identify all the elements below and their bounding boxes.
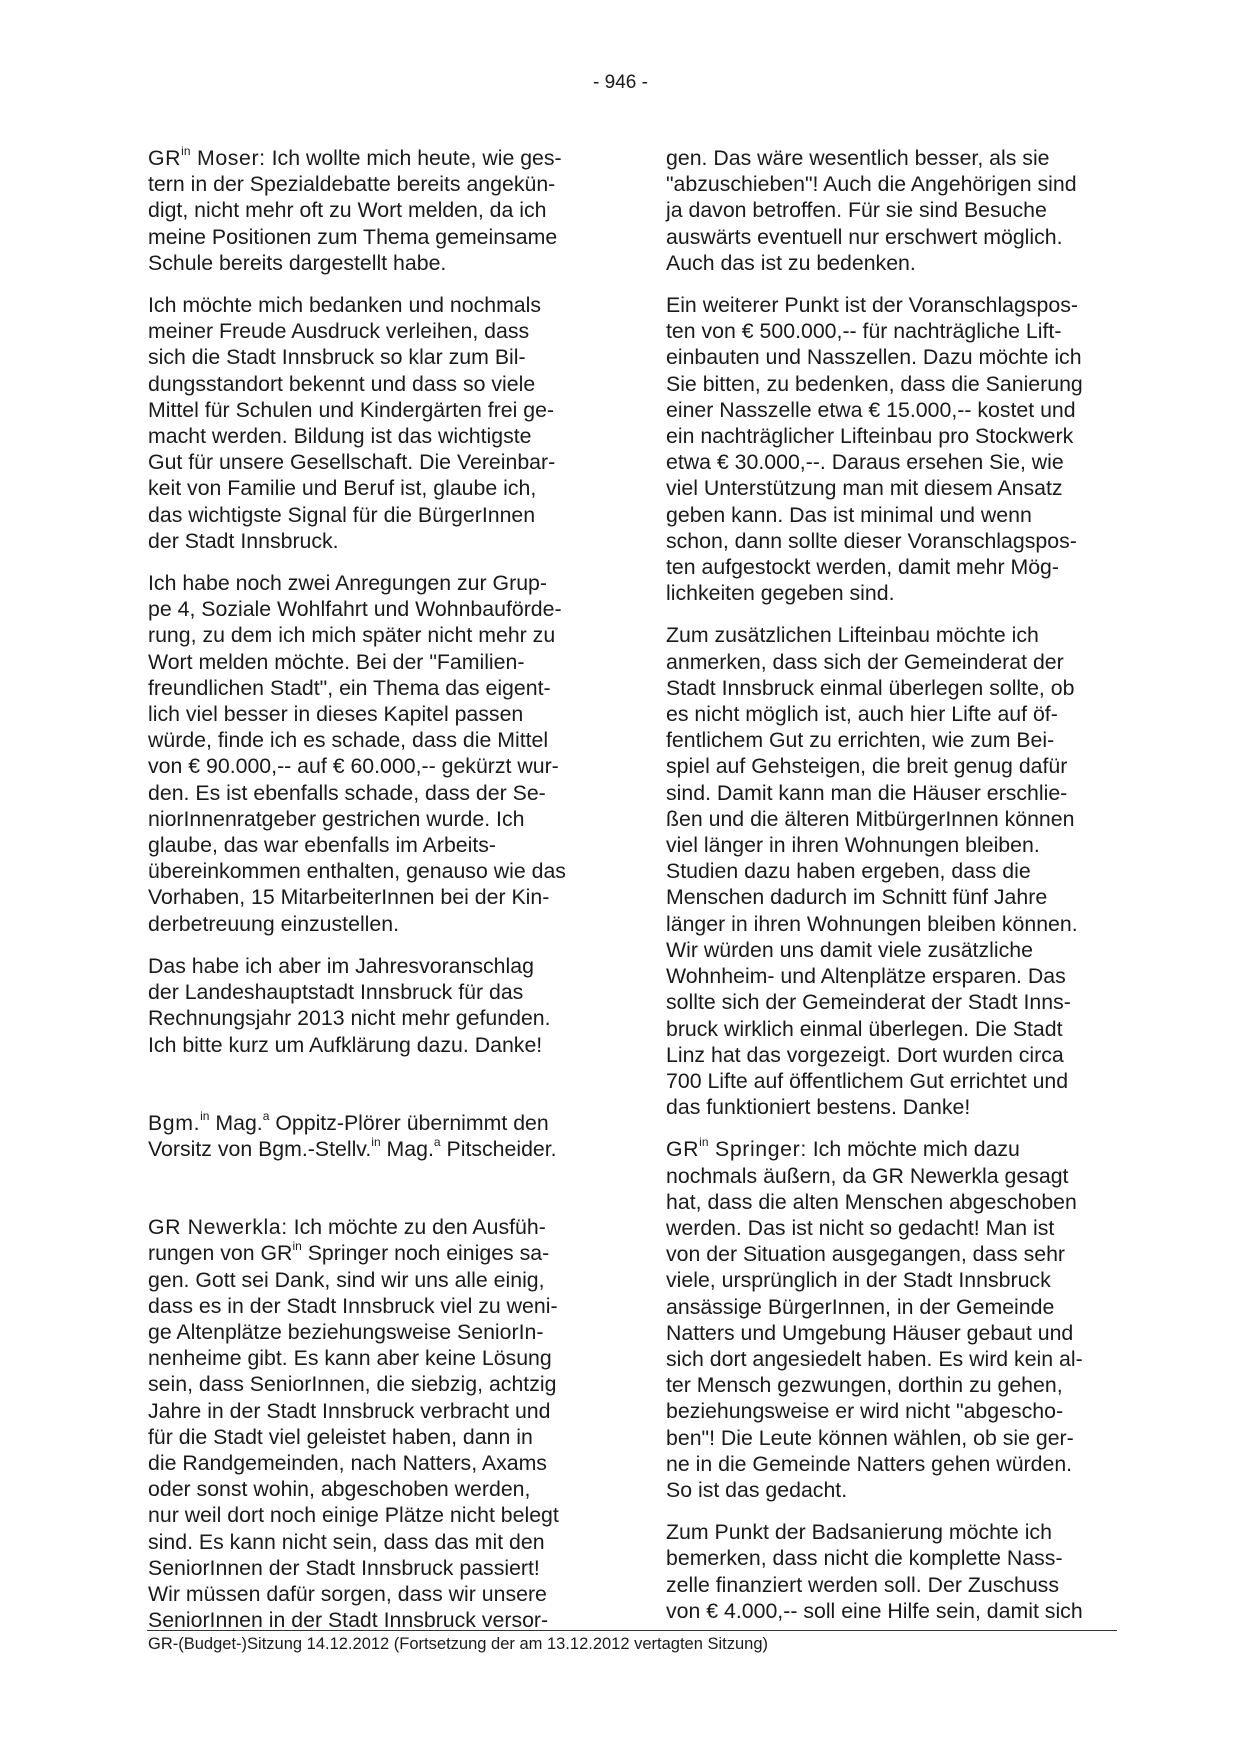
paragraph-text: Ich wollte mich heute, wie ges- tern in der Spezialdebatte bereits angekün- digt, nicht mehr oft zu Wort melden, da ich meine Positionen zum Thema gemeinsame Schule bereits dargestellt habe. <box>148 146 562 275</box>
paragraph-text: Ich möchte zu den Ausfüh- rungen von GR <box>148 1215 546 1266</box>
paragraph-text: Springer noch einiges sa- gen. Gott sei Dank, sind wir uns alle einig, dass es in der Stadt Innsbruck viel zu weni- ge Altenplätze beziehungsweise SeniorIn- nenheime gibt. Es kann aber keine Lösung sein, dass SeniorInnen, die siebzig, achtzig Jahre in der Stadt Innsbruck verbracht und für die Stadt viel geleistet haben, dann in die Randgemeinden, nach Natters, Axams oder sonst wohin, abgeschoben werden, nur weil dort noch einige Plätze nicht belegt sind. Es kann nicht sein, dass das mit den SeniorInnen der Stadt Innsbruck passiert! Wir müssen dafür sorgen, dass wir unsere SeniorInnen in der Stadt Innsbruck versor- <box>148 1241 559 1633</box>
paragraph: Zum zusätzlichen Lifteinbau möchte ich anmerken, dass sich der Gemeinderat der Stadt Innsbruck einmal überlegen sollte, ob es nicht möglich ist, auch hier Lifte auf öf- fentlichem Gut zu errichten, wie zum Bei- spiel auf Gehsteigen, die breit genug dafür sind. Damit kann man die Häuser erschlie- ßen und die älteren MitbürgerInnen können viel länger in ihren Wohnungen bleiben. Studien dazu haben ergeben, dass die Menschen dadurch im Schnitt fünf Jahre länger in ihren Wohnungen bleiben können. Wir würden uns damit viele zusätzliche Wohnheim- und Altenplätze ersparen. Das sollte sich der Gemeinderat der Stadt Inns- bruck wirklich einmal überlegen. Die Stadt Linz hat das vorgezeigt. Dort wurden circa 700 Lifte auf öffentlichem Gut errichtet und das funktioniert bestens. Danke! <box>666 623 1078 1120</box>
spacer <box>148 1178 600 1214</box>
spacer <box>148 1074 600 1110</box>
right-column <box>666 145 1118 1640</box>
paragraph: Ich habe noch zwei Anregungen zur Grup- pe 4, Soziale Wohlfahrt und Wohnbauförde- rung, zu dem ich mich später nicht mehr zu Wort melden möchte. Bei der "Familien- freundlichen Stadt", ein Thema das eigent- lich viel besser in dieses Kapitel passen würde, finde ich es schade, dass die Mittel von € 90.000,-- auf € 60.000,-- gekürzt wur- den. Es ist ebenfalls schade, dass der Se- niorInnenratgeber gestrichen wurde. Ich glaube, das war ebenfalls im Arbeits- übereinkommen enthalten, genauso wie das Vorhaben, 15 MitarbeiterInnen bei der Kin- derbetreuung einzustellen. <box>148 571 566 936</box>
superscript: a <box>262 1108 270 1123</box>
chair-change-note <box>148 1110 600 1162</box>
superscript: in <box>371 1134 381 1149</box>
speaker-label: GR Newerkla: <box>148 1215 288 1240</box>
chair-text: Mag. <box>209 1110 263 1135</box>
left-column <box>148 145 600 1649</box>
page-number: - 946 - <box>593 72 648 93</box>
superscript: a <box>433 1134 441 1149</box>
chair-text: Bgm. <box>148 1110 201 1135</box>
paragraph: Ein weiterer Punkt ist der Voranschlagspos- ten von € 500.000,-- für nachträgliche Lift- einbauten und Nasszellen. Dazu möchte ich Sie bitten, zu bedenken, dass die Sanierung einer Nasszelle etwa € 15.000,-- kostet und ein nachträglicher Lifteinbau pro Stockwerk etwa € 30.000,--. Daraus ersehen Sie, wie viel Unterstützung man mit diesem Ansatz geben kann. Das ist minimal und wenn schon, dann sollte dieser Voranschlagspos- ten aufgestockt werden, damit mehr Mög- lichkeiten gegeben sind. <box>666 293 1083 606</box>
chair-text: Vorsitz von Bgm.-Stellv. <box>148 1136 372 1161</box>
superscript: in <box>181 143 191 158</box>
paragraph: Ich möchte mich bedanken und nochmals meiner Freude Ausdruck verleihen, dass sich die Stadt Innsbruck so klar zum Bil- dungsstandort bekennt und dass so viele Mittel für Schulen und Kindergärten frei ge- macht werden. Bildung ist das wichtigste Gut für unsere Gesellschaft. Die Vereinbar- keit von Familie und Beruf ist, glaube ich, das wichtigste Signal für die BürgerInnen der Stadt Innsbruck. <box>148 293 556 553</box>
chair-text: Pitscheider. <box>440 1136 557 1161</box>
chair-text: Mag. <box>380 1136 434 1161</box>
superscript: in <box>699 1135 709 1150</box>
footer-divider <box>147 1630 1117 1631</box>
superscript: in <box>200 1108 210 1123</box>
speaker-name: Moser: <box>190 146 266 170</box>
chair-text: Oppitz-Plörer übernimmt den <box>269 1110 549 1135</box>
paragraph-text: Ich möchte mich dazu nochmals äußern, da GR Newerkla gesagt hat, dass die alten Menschen abgeschoben werden. Das ist nicht so gedacht! Man ist von der Situation ausgegangen, dass sehr viele, ursprünglich in der Stadt Innsbruck ansässige BürgerInnen, in der Gemeinde Natters und Umgebung Häuser gebaut und sich dort angesiedelt haben. Es wird kein al- ter Mensch gezwungen, dorthin zu gehen, beziehungsweise er wird nicht "abgescho- ben"! Die Leute können wählen, ob sie ger- ne in die Gemeinde Natters gehen würden. So ist das gedacht. <box>666 1137 1083 1502</box>
paragraph-springer <box>666 1136 1118 1503</box>
footer-text: GR-(Budget-)Sitzung 14.12.2012 (Fortsetzung der am 13.12.2012 vertagten Sitzung) <box>148 1635 769 1653</box>
paragraph: Das habe ich aber im Jahresvoranschlag der Landeshauptstadt Innsbruck für das Rechnungsjahr 2013 nicht mehr gefunden. Ich bitte kurz um Aufklärung dazu. Danke! <box>148 953 551 1057</box>
speaker-label: GR <box>666 1137 700 1162</box>
paragraph-newerkla <box>148 1214 600 1633</box>
superscript: in <box>292 1239 302 1254</box>
paragraph: Zum Punkt der Badsanierung möchte ich bemerken, dass nicht die komplette Nass- zelle finanziert werden soll. Der Zuschuss von € 4.000,-- soll eine Hilfe sein, damit sich <box>666 1520 1083 1623</box>
paragraph-moser <box>148 145 600 276</box>
speaker-label: GR <box>148 146 182 170</box>
paragraph: gen. Das wäre wesentlich besser, als sie "abzuschieben"! Auch die Angehörigen sind ja davon betroffen. Für sie sind Besuche auswärts eventuell nur erschwert möglich. Auch das ist zu bedenken. <box>666 146 1077 275</box>
speaker-name: Springer: <box>708 1137 807 1162</box>
